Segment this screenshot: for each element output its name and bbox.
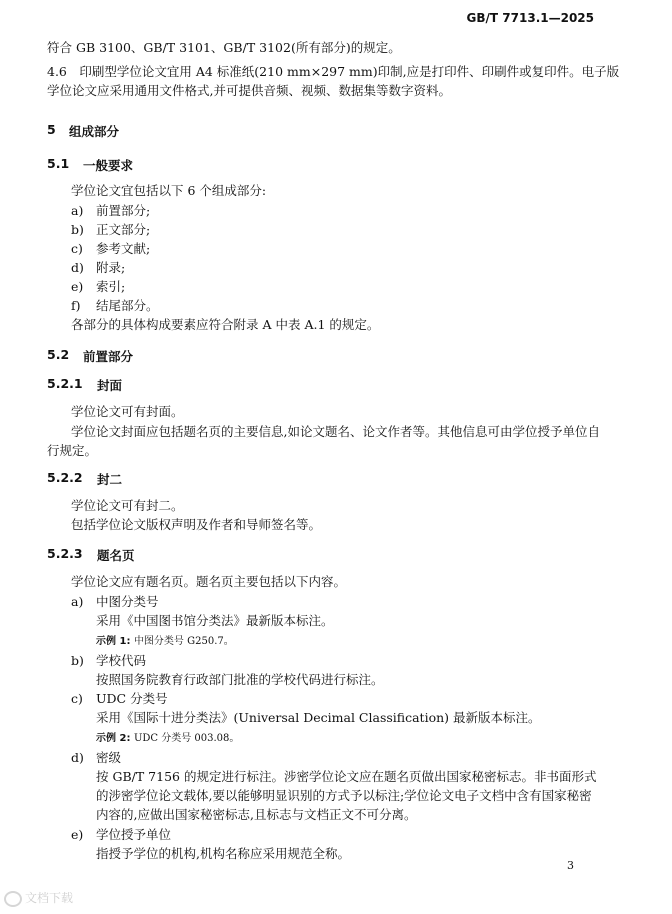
paragraph: 学位论文可有封面。 [71,404,184,419]
list-marker: a) [71,203,84,218]
list-marker: d) [71,750,84,765]
list-item-body: 的涉密学位论文载体,要以能够明显识别的方式予以标注;学位论文电子文档中含有国家秘密 [96,788,592,803]
watermark-icon [4,891,22,907]
paragraph: 学位论文可有封二。 [71,498,184,513]
section-5-2-1-number: 5.2.1 [47,376,83,391]
section-5-number: 5 [47,122,56,137]
list-item: 正文部分; [96,222,151,237]
example-1 [96,632,234,647]
list-item-body: 按 GB/T 7156 的规定进行标注。涉密学位论文应在题名页做出国家秘密标志。非书面形式 [96,769,597,784]
list-item-body: 指授予学位的机构,机构名称应采用规范全称。 [96,846,350,861]
section-5-2-title: 前置部分 [83,349,134,364]
list-marker: b) [71,653,84,668]
list-item-title: 学位授予单位 [96,827,172,842]
watermark [4,889,73,907]
page-number: 3 [567,859,574,872]
paragraph: 包括学位论文版权声明及作者和导师签名等。 [71,517,322,532]
list-item-title: UDC 分类号 [96,691,168,706]
watermark-text: 文档下载 [25,891,74,905]
paragraph: 各部分的具体构成要素应符合附录 A 中表 A.1 的规定。 [71,317,380,332]
list-marker: c) [71,241,83,256]
list-item-title: 学校代码 [96,653,147,668]
list-item-body: 采用《中国图书馆分类法》最新版本标注。 [96,613,334,628]
body-line: 符合 GB 3100、GB/T 3101、GB/T 3102(所有部分)的规定。 [47,40,401,55]
list-item-body: 采用《国际十进分类法》(Universal Decimal Classification) 最新版本标注。 [96,710,541,725]
body-line: 学位论文应采用通用文件格式,并可提供音频、视频、数据集等数字资料。 [47,83,451,98]
example-label: 示例 1: [96,636,131,647]
clause-4-6: 4.6 印刷型学位论文宜用 A4 标准纸(210 mm×297 mm)印制,应是打印件、印刷件或复印件。电子版 [47,64,620,79]
example-label: 示例 2: [96,733,131,744]
section-5-2-3-number: 5.2.3 [47,546,83,561]
list-marker: d) [71,260,84,275]
section-5-2-number: 5.2 [47,347,70,362]
example-text: UDC 分类号 003.08。 [133,733,240,744]
section-5-2-1-title: 封面 [97,378,123,393]
example-text: 中图分类号 G250.7。 [133,636,234,647]
list-marker: b) [71,222,84,237]
list-item-body: 内容的,应做出国家秘密标志,且标志与文档正文不可分离。 [96,807,417,822]
list-item-title: 中图分类号 [96,594,159,609]
paragraph: 学位论文封面应包括题名页的主要信息,如论文题名、论文作者等。其他信息可由学位授予单位自 [71,424,600,439]
list-item: 索引; [96,279,126,294]
section-5-1-number: 5.1 [47,156,70,171]
standard-id: GB/T 7713.1—2025 [466,11,594,25]
paragraph: 学位论文宜包括以下 6 个组成部分: [71,183,267,198]
list-marker: c) [71,691,83,706]
list-item: 参考文献; [96,241,151,256]
list-item-title: 密级 [96,750,122,765]
list-marker: a) [71,594,84,609]
example-2 [96,729,239,744]
section-5-2-2-number: 5.2.2 [47,470,83,485]
section-5-2-2-title: 封二 [97,472,123,487]
list-item-body: 按照国务院教育行政部门批准的学校代码进行标注。 [96,672,384,687]
section-5-1-title: 一般要求 [83,158,134,173]
list-item: 结尾部分。 [96,298,159,313]
section-5-2-3-title: 题名页 [97,548,135,563]
paragraph: 学位论文应有题名页。题名页主要包括以下内容。 [71,574,347,589]
list-marker: f) [71,298,81,313]
list-item: 前置部分; [96,203,151,218]
list-item: 附录; [96,260,126,275]
list-marker: e) [71,827,84,842]
section-5-title: 组成部分 [69,124,120,139]
list-marker: e) [71,279,84,294]
paragraph: 行规定。 [47,443,98,458]
